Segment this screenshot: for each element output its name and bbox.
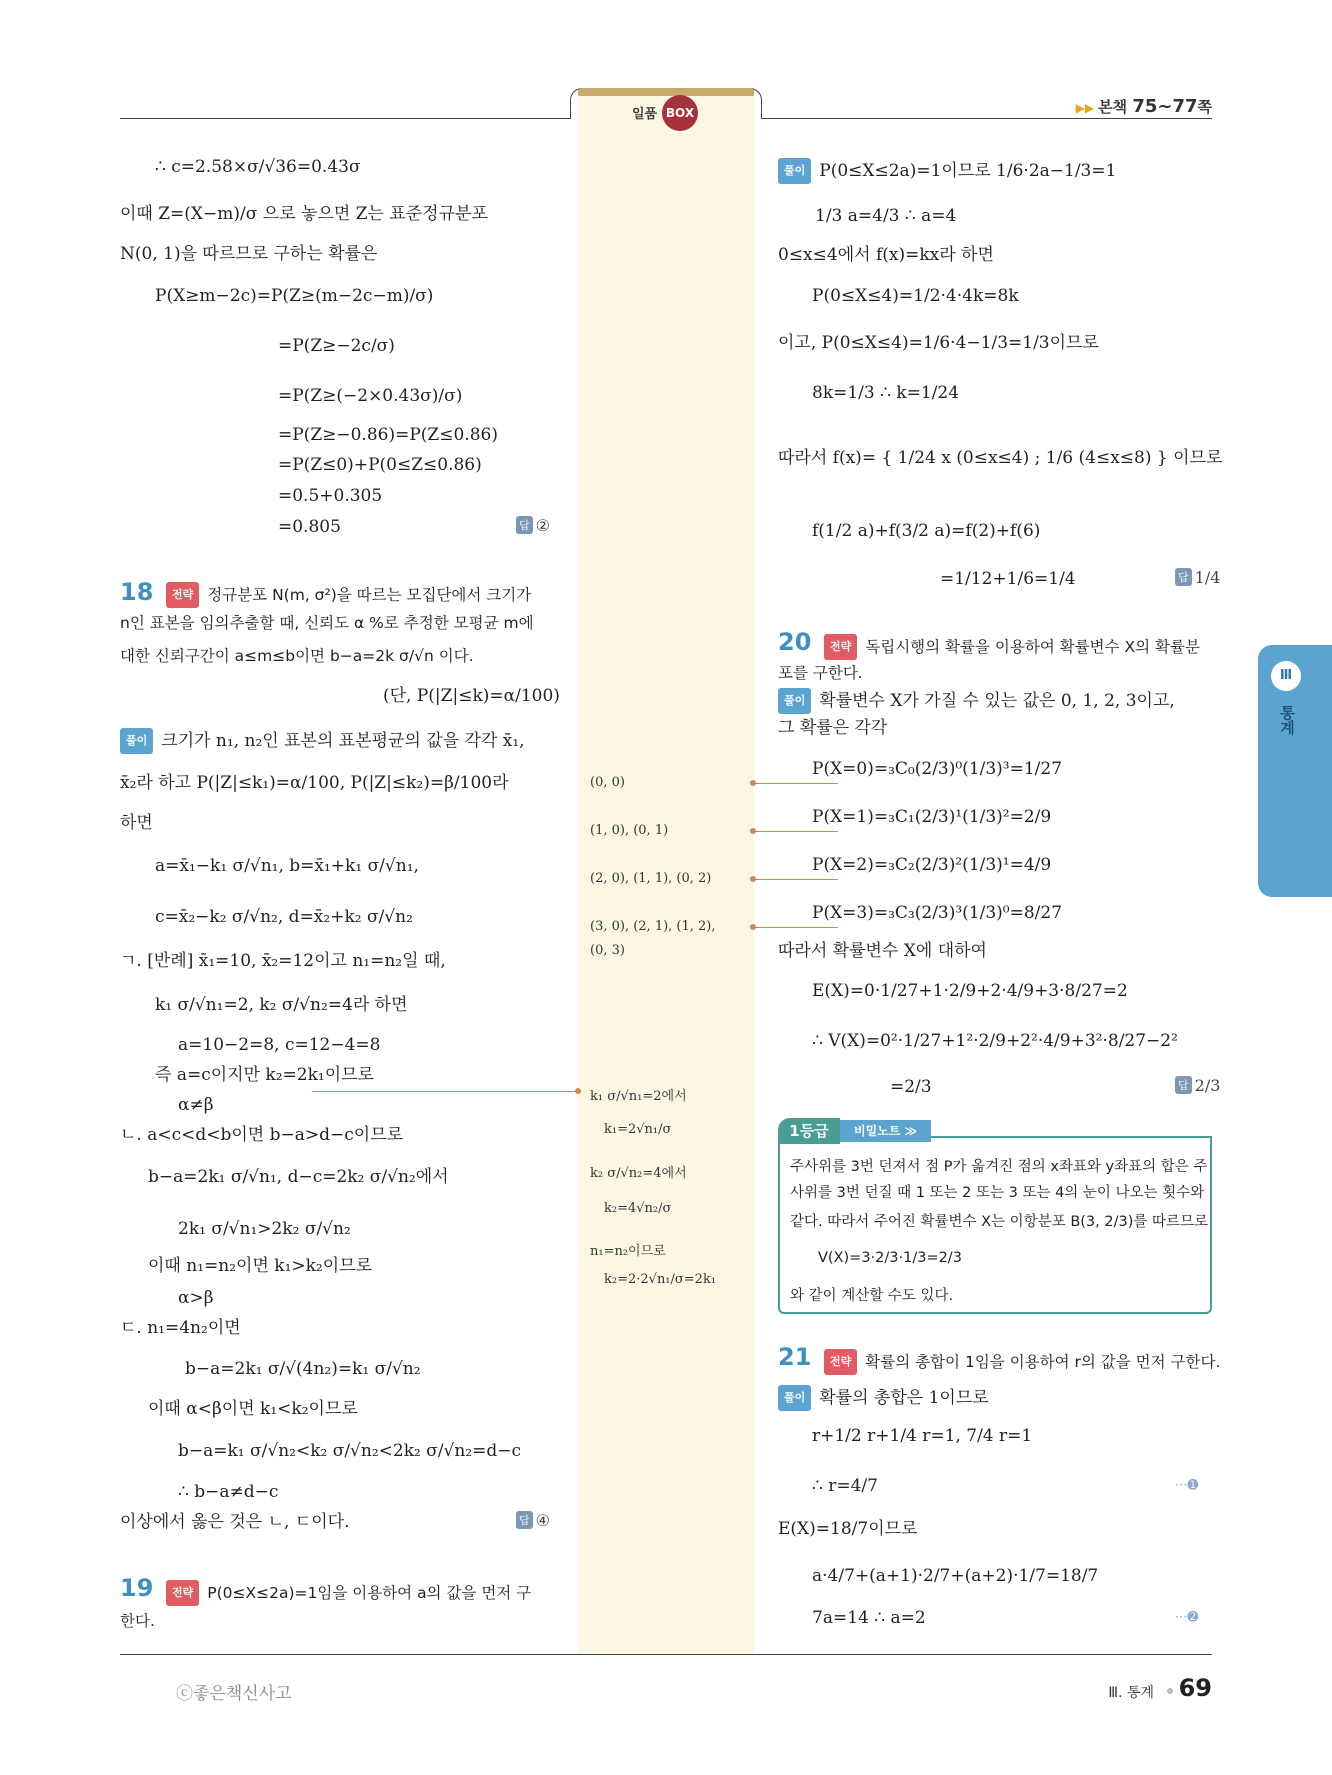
q18-solution-line: 하면 [120, 813, 153, 833]
q19-solution-line: 풀이 P(0≤X≤2a)=1이므로 1/6·2a−1/3=1 [778, 158, 1116, 184]
header-rule-left [120, 118, 570, 119]
secret-line: 같다. 따라서 주어진 확률변수 X는 이항분포 B(3, 2/3)를 따르므로 [790, 1214, 1208, 1230]
q19-solution-line: 이고, P(0≤X≤4)=1/6·4−1/3=1/3이므로 [778, 333, 1099, 353]
q20-solution-line: 풀이 확률변수 X가 가질 수 있는 값은 0, 1, 2, 3이고, [778, 688, 1175, 714]
solution-tag: 풀이 [778, 688, 811, 714]
q20-solution-line: P(X=3)=₃C₃(2/3)³(1/3)⁰=8/27 [812, 903, 1063, 923]
footer-rule [120, 1654, 1212, 1655]
question-number: 20 [778, 628, 812, 656]
secret-line: 주사위를 3번 던져서 점 P가 옮겨진 점의 x좌표와 y좌표의 합은 주 [790, 1159, 1208, 1175]
step-marker-2: ···➋ [1175, 1610, 1199, 1625]
q18-solution-line: b−a=2k₁ σ/√(4n₂)=k₁ σ/√n₂ [185, 1359, 421, 1379]
center-note: k₂=2·2√n₁/σ=2k₁ [604, 1272, 717, 1287]
page-number: 69 [1178, 1674, 1212, 1702]
footer-copyright: ⓒ좋은책신사고 [176, 1684, 292, 1704]
q18-solution-line: ∴ b−a≠d−c [178, 1482, 279, 1502]
strategy-tag: 전략 [824, 1349, 857, 1375]
left-line: N(0, 1)을 따르므로 구하는 확률은 [120, 244, 378, 264]
q19-answer: 답 1/4 [1175, 568, 1220, 587]
ref-prefix: 본책 [1098, 98, 1128, 116]
center-note: (0, 3) [590, 943, 625, 958]
q20-solution-line: =2/3 [890, 1077, 932, 1097]
q18-solution-line: 이상에서 옳은 것은 ㄴ, ㄷ이다. [120, 1512, 350, 1532]
strategy-tag: 전략 [824, 634, 857, 660]
box-badge: BOX [662, 95, 698, 131]
q19-solution-line: 따라서 f(x)= { 1/24 x (0≤x≤4) ; 1/6 (4≤x≤8) } 이므로 [778, 448, 1223, 468]
solution-tag: 풀이 [778, 158, 811, 184]
q18-strategy-line: 대한 신뢰구간이 a≤m≤b이면 b−a=2k σ/√n 이다. [120, 647, 474, 665]
q18-solution-line: a=x̄₁−k₁ σ/√n₁, b=x̄₁+k₁ σ/√n₁, [155, 856, 419, 876]
q18-solution-line: α≠β [178, 1095, 214, 1115]
q18-solution-line: b−a=k₁ σ/√n₂<k₂ σ/√n₂<2k₂ σ/√n₂=d−c [178, 1441, 522, 1461]
q18-solution-line: a=10−2=8, c=12−4=8 [178, 1035, 381, 1055]
q21-solution-line: 7a=14 ∴ a=2 [812, 1608, 926, 1628]
left-line: =P(Z≥(−2×0.43σ)/σ) [278, 386, 463, 406]
center-note: n₁=n₂이므로 [590, 1244, 666, 1259]
left-line: P(X≥m−2c)=P(Z≥(m−2c−m)/σ) [155, 286, 434, 306]
footer-dot [1167, 1688, 1173, 1694]
leader-line [312, 1091, 578, 1092]
q19-solution-line: f(1/2 a)+f(3/2 a)=f(2)+f(6) [812, 521, 1041, 541]
q21-solution-line: a·4/7+(a+1)·2/7+(a+2)·1/7=18/7 [812, 1566, 1099, 1586]
footer-section: Ⅲ. 통계 [1108, 1685, 1154, 1701]
left-line: =P(Z≥−2c/σ) [278, 336, 395, 356]
q19-strategy-line: 전략 P(0≤X≤2a)=1임을 이용하여 a의 값을 먼저 구 [166, 1580, 531, 1606]
header-rule-right [762, 118, 1212, 119]
center-note: (3, 0), (2, 1), (1, 2), [590, 919, 716, 934]
q21-strategy-line: 전략 확률의 총합이 1임을 이용하여 r의 값을 먼저 구한다. [824, 1349, 1220, 1375]
secret-grade-badge: 1등급 [778, 1118, 840, 1144]
q18-solution-line: 2k₁ σ/√n₁>2k₂ σ/√n₂ [178, 1219, 351, 1239]
center-note: (0, 0) [590, 775, 625, 790]
strategy-tag: 전략 [166, 582, 199, 608]
left-line: =0.805 [278, 517, 341, 537]
left-line: =P(Z≤0)+P(0≤Z≤0.86) [278, 455, 482, 475]
q20-solution-line: 따라서 확률변수 X에 대하여 [778, 941, 987, 961]
center-note: k₁=2√n₁/σ [604, 1122, 672, 1137]
leader-line [753, 879, 838, 880]
q18-solution-line: 이때 α<β이면 k₁<k₂이므로 [148, 1399, 358, 1419]
q21-solution-line: ∴ r=4/7 [812, 1476, 878, 1496]
left-line: =0.5+0.305 [278, 486, 383, 506]
q20-solution-line: P(X=2)=₃C₂(2/3)²(1/3)¹=4/9 [812, 855, 1052, 875]
step-marker-1: ···➊ [1175, 1478, 1199, 1493]
ref-suffix: 쪽 [1197, 98, 1212, 116]
question-number: 18 [120, 578, 154, 606]
q19-solution-line: 1/3 a=4/3 ∴ a=4 [815, 206, 957, 226]
leader-line [753, 831, 838, 832]
q21-solution-line: E(X)=18/7이므로 [778, 1519, 918, 1539]
q20-answer: 답 2/3 [1175, 1076, 1220, 1095]
leader-line [753, 783, 838, 784]
leader-dot [575, 1088, 581, 1094]
q19-solution-line: P(0≤X≤4)=1/2·4·4k=8k [812, 286, 1019, 306]
q19-solution-line: 0≤x≤4에서 f(x)=kx라 하면 [778, 245, 994, 265]
q18-solution-line: b−a=2k₁ σ/√n₁, d−c=2k₂ σ/√n₂에서 [148, 1167, 449, 1187]
q18-solution-line: x̄₂라 하고 P(|Z|≤k₁)=α/100, P(|Z|≤k₂)=β/100라 [120, 773, 509, 793]
q19-strategy-line: 한다. [120, 1612, 155, 1630]
header-tab-label: 일품 [632, 107, 658, 122]
left-line: =P(Z≥−0.86)=P(Z≤0.86) [278, 425, 498, 445]
q18-solution-line: ㄴ. a<c<d<b이면 b−a>d−c이므로 [120, 1125, 404, 1145]
center-note: k₁ σ/√n₁=2에서 [590, 1089, 687, 1104]
secret-note-title: 비밀노트 ≫ [840, 1120, 931, 1142]
double-arrow-icon: ▶▶ [1075, 101, 1095, 115]
q18-strategy-line: n인 표본을 임의추출할 때, 신뢰도 α %로 추정한 모평균 m에 [120, 614, 534, 632]
q20-solution-line: P(X=1)=₃C₁(2/3)¹(1/3)²=2/9 [812, 807, 1052, 827]
secret-line: V(X)=3·2/3·1/3=2/3 [818, 1250, 962, 1266]
q20-solution-line: ∴ V(X)=0²·1/27+1²·2/9+2²·4/9+3²·8/27−2² [812, 1031, 1178, 1051]
q20-solution-line: P(X=0)=₃C₀(2/3)⁰(1/3)³=1/27 [812, 759, 1063, 779]
center-note: k₂ σ/√n₂=4에서 [590, 1166, 687, 1181]
center-note: k₂=4√n₂/σ [604, 1201, 672, 1216]
chapter-number-badge: Ⅲ [1271, 661, 1301, 691]
q19-solution-line: 8k=1/3 ∴ k=1/24 [812, 383, 960, 403]
center-note: (1, 0), (0, 1) [590, 823, 669, 838]
q20-strategy-line: 전략 독립시행의 확률을 이용하여 확률변수 X의 확률분 [824, 634, 1200, 660]
left-line: ∴ c=2.58×σ/√36=0.43σ [155, 157, 361, 177]
q20-strategy-line: 포를 구한다. [778, 664, 863, 682]
question-number: 21 [778, 1343, 812, 1371]
q21-solution-line: 풀이 확률의 총합은 1이므로 [778, 1385, 989, 1411]
q18-solution-line: k₁ σ/√n₁=2, k₂ σ/√n₂=4라 하면 [155, 995, 408, 1015]
q18-strategy-line: 전략 정규분포 N(m, σ²)을 따르는 모집단에서 크기가 [166, 582, 531, 608]
secret-line: 사위를 3번 던질 때 1 또는 2 또는 3 또는 4의 눈이 나오는 횟수와 [790, 1185, 1205, 1201]
ref-pages: 75~77 [1132, 96, 1198, 117]
secret-line: 와 같이 계산할 수도 있다. [790, 1288, 954, 1304]
q20-solution-line: 그 확률은 각각 [778, 718, 888, 738]
q18-solution-line: α>β [178, 1288, 214, 1308]
header-tab-accent [578, 88, 754, 96]
q18-solution-line: ㄱ. [반례] x̄₁=10, x̄₂=12이고 n₁=n₂일 때, [120, 951, 446, 971]
q18-solution-line: c=x̄₂−k₂ σ/√n₂, d=x̄₂+k₂ σ/√n₂ [155, 907, 413, 927]
q19-solution-line: =1/12+1/6=1/4 [940, 569, 1076, 589]
q18-strategy-line: (단, P(|Z|≤k)=α/100) [383, 686, 560, 706]
q20-solution-line: E(X)=0·1/27+1·2/9+2·4/9+3·8/27=2 [812, 981, 1128, 1001]
q18-answer: 답 ④ [516, 1511, 550, 1530]
chapter-label: 통계 [1278, 705, 1296, 735]
left-line: 이때 Z=(X−m)/σ 으로 놓으면 Z는 표준정규분포 [120, 204, 488, 224]
question-number: 19 [120, 1574, 154, 1602]
q21-solution-line: r+1/2 r+1/4 r=1, 7/4 r=1 [812, 1426, 1033, 1446]
solution-tag: 풀이 [778, 1385, 811, 1411]
header-page-reference [1076, 96, 1212, 117]
q18-solution-line: 즉 a=c이지만 k₂=2k₁이므로 [155, 1065, 374, 1085]
leader-line [753, 927, 838, 928]
q18-solution-line: ㄷ. n₁=4n₂이면 [120, 1318, 241, 1338]
q18-solution-line: 이때 n₁=n₂이면 k₁>k₂이므로 [148, 1256, 373, 1276]
q17-answer: 답 ② [516, 516, 550, 535]
q18-solution-line: 풀이 크기가 n₁, n₂인 표본의 표본평균의 값을 각각 x̄₁, [120, 728, 525, 754]
solution-tag: 풀이 [120, 728, 153, 754]
center-note: (2, 0), (1, 1), (0, 2) [590, 871, 712, 886]
strategy-tag: 전략 [166, 1580, 199, 1606]
